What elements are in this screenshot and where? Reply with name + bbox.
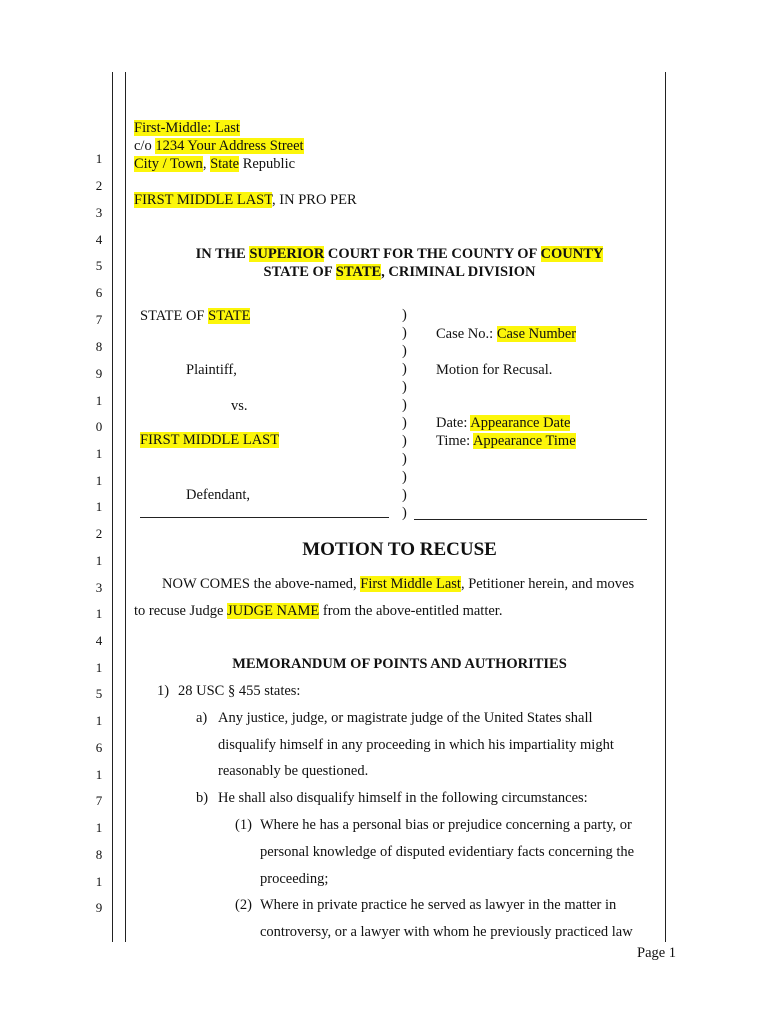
state-text: State	[210, 156, 240, 172]
line-number: 1	[95, 151, 103, 166]
sub-1-line-3: proceeding;	[260, 871, 329, 887]
paren: )	[402, 343, 407, 359]
right-margin-rule	[665, 72, 666, 942]
filer-city-line	[134, 155, 295, 173]
sub-1-line-2: personal knowledge of disputed evidentiary facts concerning the	[260, 844, 635, 860]
address-text: 1234 Your Address Street	[155, 138, 304, 154]
item-a-line-1: Any justice, judge, or magistrate judge of the United States shall	[218, 710, 593, 726]
line-number: 9	[95, 366, 103, 381]
caption-vs: vs.	[231, 398, 248, 414]
left-margin-rule-2	[125, 72, 126, 942]
line-number: 1	[95, 660, 103, 675]
judge-name: JUDGE NAME	[227, 603, 320, 619]
case-number-line	[436, 325, 576, 343]
line-number: 1	[95, 553, 103, 568]
line-number: 2	[95, 178, 103, 193]
paren: )	[402, 469, 407, 485]
case-no-label: Case No.:	[436, 326, 497, 342]
caption-left-underline	[140, 517, 389, 518]
line-number: 3	[95, 580, 103, 595]
paren: )	[402, 397, 407, 413]
line-number: 1	[95, 713, 103, 728]
line-number: 3	[95, 205, 103, 220]
paren: )	[402, 325, 407, 341]
sub-1-number: (1)	[235, 817, 252, 833]
motion-type: Motion for Recusal.	[436, 362, 553, 378]
line-number: 0	[95, 419, 103, 434]
filer-name	[134, 119, 240, 137]
court-l2-b: , CRIMINAL DIVISION	[381, 264, 536, 280]
republic-text: Republic	[239, 156, 296, 172]
recuse-b: from the above-entitled matter.	[319, 603, 503, 619]
caption-defendant-label: Defendant,	[186, 487, 251, 503]
item-a-line-3: reasonably be questioned.	[218, 763, 369, 779]
date-value: Appearance Date	[470, 415, 571, 431]
line-number: 4	[95, 633, 103, 648]
state-of-label: STATE OF	[140, 308, 209, 324]
line-number: 1	[95, 606, 103, 621]
paren: )	[402, 451, 407, 467]
court-county: COUNTY	[540, 246, 604, 262]
caption-state: STATE	[208, 308, 251, 324]
line-number: 5	[95, 258, 103, 273]
intro-line-2	[134, 602, 502, 620]
caption-defendant-name	[140, 431, 279, 449]
item-b-line-1: He shall also disqualify himself in the following circumstances:	[218, 790, 588, 806]
line-number: 8	[95, 339, 103, 354]
line-number: 1	[95, 874, 103, 889]
sub-1-line-1: Where he has a personal bias or prejudice concerning a party, or	[260, 817, 632, 833]
sub-2-line-1: Where in private practice he served as lawyer in the matter in	[260, 897, 617, 913]
line-number: 1	[95, 499, 103, 514]
city-text: City / Town	[134, 156, 203, 172]
line-number: 1	[95, 393, 103, 408]
defendant-name-text: FIRST MIDDLE LAST	[140, 432, 280, 448]
line-number: 7	[95, 793, 103, 808]
caption-plaintiff-label: Plaintiff,	[186, 362, 237, 378]
paren: )	[402, 505, 407, 521]
document-title: MOTION TO RECUSE	[302, 539, 497, 560]
item-1-text: 28 USC § 455 states:	[178, 683, 301, 699]
petitioner-name: First Middle Last	[360, 576, 461, 592]
line-number: 8	[95, 847, 103, 862]
filer-name-text: First-Middle: Last	[134, 120, 240, 136]
court-l1-b: COURT FOR THE COUNTY OF	[324, 246, 541, 262]
co-prefix: c/o	[134, 138, 156, 154]
time-label: Time:	[436, 433, 473, 449]
line-number: 1	[95, 820, 103, 835]
line-number: 5	[95, 686, 103, 701]
intro-a: NOW COMES the above-named,	[162, 576, 361, 592]
line-number: 1	[95, 446, 103, 461]
line-number: 2	[95, 526, 103, 541]
date-label: Date:	[436, 415, 471, 431]
city-comma: ,	[202, 156, 211, 172]
pro-per-name: FIRST MIDDLE LAST	[134, 192, 273, 208]
line-number: 1	[95, 767, 103, 782]
time-value: Appearance Time	[472, 433, 576, 449]
paren: )	[402, 361, 407, 377]
item-a-number: a)	[196, 710, 208, 726]
line-number: 7	[95, 312, 103, 327]
court-superior: SUPERIOR	[249, 246, 325, 262]
paren: )	[402, 379, 407, 395]
intro-b: , Petitioner herein, and moves	[460, 576, 635, 592]
pro-per-suffix: , IN PRO PER	[272, 192, 357, 208]
court-heading-line-1	[134, 245, 665, 263]
item-b-number: b)	[196, 790, 209, 806]
item-1-number: 1)	[157, 683, 170, 699]
paren: )	[402, 433, 407, 449]
court-l1-a: IN THE	[195, 246, 250, 262]
pro-per-line	[134, 191, 357, 209]
court-l2-a: STATE OF	[263, 264, 336, 280]
memorandum-heading: MEMORANDUM OF POINTS AND AUTHORITIES	[232, 656, 567, 672]
date-line	[436, 414, 570, 432]
line-number: 6	[95, 740, 103, 755]
line-number: 4	[95, 232, 103, 247]
court-heading-line-2	[134, 263, 665, 281]
time-line	[436, 432, 576, 450]
paren: )	[402, 307, 407, 323]
sub-2-line-2: controversy, or a lawyer with whom he previously practiced law	[260, 924, 633, 940]
intro-line-1	[162, 575, 634, 593]
line-number: 1	[95, 473, 103, 488]
sub-2-number: (2)	[235, 897, 252, 913]
caption-plaintiff-name	[140, 307, 250, 325]
paren: )	[402, 487, 407, 503]
line-number: 6	[95, 285, 103, 300]
page-number: Page 1	[637, 945, 677, 961]
recuse-a: to recuse Judge	[134, 603, 228, 619]
court-state: STATE	[335, 264, 382, 280]
case-number-value: Case Number	[496, 326, 577, 342]
left-margin-rule-1	[112, 72, 113, 942]
caption-right-underline	[414, 519, 647, 520]
paren: )	[402, 415, 407, 431]
item-a-line-2: disqualify himself in any proceeding in which his impartiality might	[218, 737, 614, 753]
filer-address	[134, 137, 304, 155]
line-number: 9	[95, 900, 103, 915]
